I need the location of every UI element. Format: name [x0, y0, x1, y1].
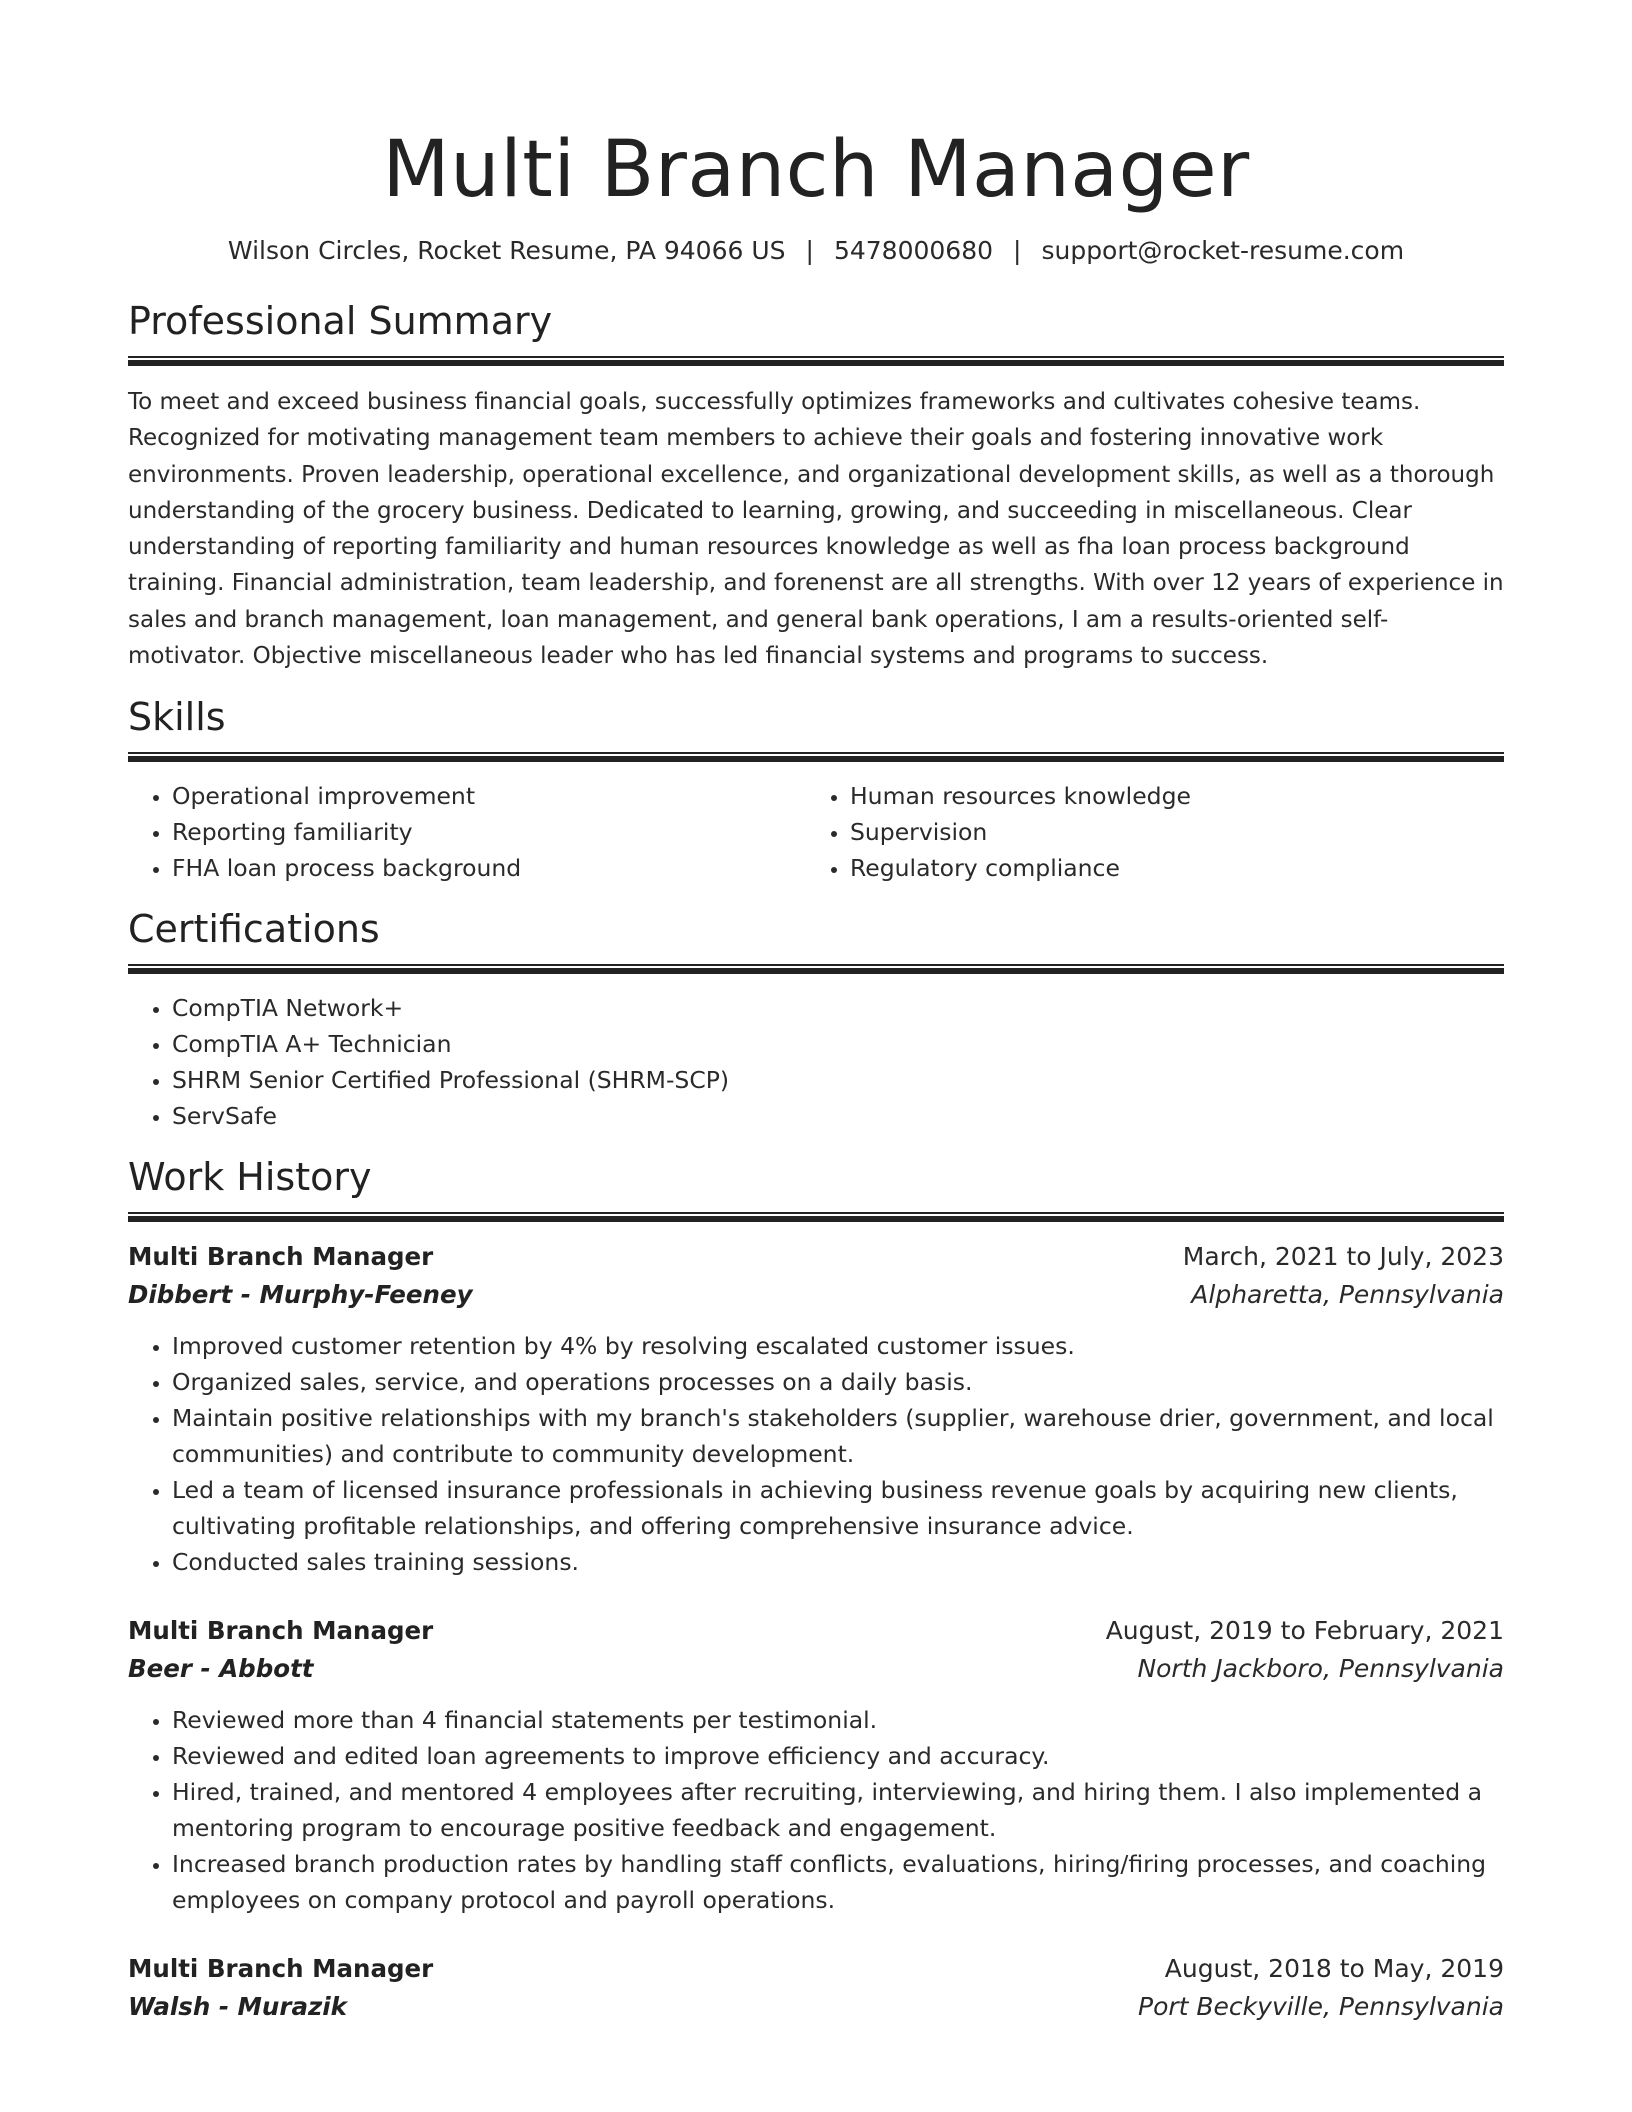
job-bullet: • Reviewed and edited loan agreements to improve efficiency and accuracy. [172, 1738, 1504, 1774]
job-bullets [128, 1702, 1504, 1918]
skill-item: • Human resources knowledge [850, 778, 1484, 814]
job-bullets [128, 1328, 1504, 1580]
section-divider [128, 964, 1504, 974]
job-bullet: • Led a team of licensed insurance professionals in achieving business revenue goals by acquiring new clients, cultivating profitable relationships, and offering comprehensive insurance advice. [172, 1472, 1504, 1544]
job-company: Dibbert - Murphy-Feeney [128, 1280, 473, 1310]
job-dates: August, 2019 to February, 2021 [1105, 1616, 1504, 1646]
job-bullet: • Maintain positive relationships with my branch's stakeholders (supplier, warehouse drier, government, and local communities) and contribute to community development. [172, 1400, 1504, 1472]
job-entry [128, 1612, 1504, 1918]
certifications-heading: Certifications [128, 907, 380, 952]
certifications-list [128, 990, 1504, 1134]
job-dates: August, 2018 to May, 2019 [1164, 1954, 1504, 1984]
contact-phone: 5478000680 [833, 236, 994, 265]
contact-separator: | [1013, 236, 1022, 265]
job-location: Port Beckyville, Pennsylvania [1138, 1992, 1504, 2022]
certification-item: • CompTIA A+ Technician [172, 1026, 1504, 1062]
skills-section [128, 694, 1504, 886]
skills-columns [128, 778, 1504, 886]
work-history-heading: Work History [128, 1155, 372, 1200]
certification-item: • ServSafe [172, 1098, 1504, 1134]
certification-item: • CompTIA Network+ [172, 990, 1504, 1026]
skill-item: • Regulatory compliance [850, 850, 1484, 886]
certification-item: • SHRM Senior Certified Professional (SHRM-SCP) [172, 1062, 1504, 1098]
job-title: Multi Branch Manager [128, 1954, 434, 1984]
job-bullet: • Hired, trained, and mentored 4 employees after recruiting, interviewing, and hiring them. I also implemented a mentoring program to encourage positive feedback and engagement. [172, 1774, 1504, 1846]
resume-page [128, 0, 1504, 2026]
summary-text: To meet and exceed business financial goals, successfully optimizes frameworks and cultivates cohesive teams. Recognized for motivating management team members to achieve their goals and fostering innovative work environments. Proven leadership, operational excellence, and organizational development skills, as well as a thorough understanding of the grocery business. Dedicated to learning, growing, and succeeding in miscellaneous. Clear understanding of reporting familiarity and human resources knowledge as well as fha loan process background training. Financial administration, team leadership, and forenenst are all strengths. With over 12 years of experience in sales and branch management, loan management, and general bank operations, I am a results-oriented self-motivator. Objective miscellaneous leader who has led financial systems and programs to success. [128, 389, 1504, 670]
job-location: North Jackboro, Pennsylvania [1137, 1654, 1504, 1684]
skills-list-left [128, 778, 806, 886]
job-company-row [128, 1650, 1504, 1688]
contact-line [128, 234, 1504, 268]
job-bullet: • Organized sales, service, and operations processes on a daily basis. [172, 1364, 1504, 1400]
job-company: Walsh - Murazik [128, 1992, 347, 2022]
contact-email: support@rocket-resume.com [1041, 236, 1405, 265]
job-title: Multi Branch Manager [128, 1242, 434, 1272]
skills-heading: Skills [128, 695, 226, 740]
job-entry [128, 1950, 1504, 2026]
job-company-row [128, 1988, 1504, 2026]
job-company-row [128, 1276, 1504, 1314]
job-bullet: • Reviewed more than 4 financial statements per testimonial. [172, 1702, 1504, 1738]
section-divider [128, 752, 1504, 762]
job-header-row [128, 1950, 1504, 1988]
job-title: Multi Branch Manager [128, 1616, 434, 1646]
job-bullet: • Increased branch production rates by handling staff conflicts, evaluations, hiring/firing processes, and coaching employees on company protocol and payroll operations. [172, 1846, 1504, 1918]
page-title: Multi Branch Manager [382, 125, 1250, 215]
contact-separator: | [805, 236, 814, 265]
contact-address: Wilson Circles, Rocket Resume, PA 94066 US [227, 236, 786, 265]
summary-heading: Professional Summary [128, 299, 553, 343]
certifications-section [128, 906, 1504, 1134]
skills-list-right [806, 778, 1484, 886]
job-bullet: • Improved customer retention by 4% by resolving escalated customer issues. [172, 1328, 1504, 1364]
job-entry [128, 1238, 1504, 1580]
section-divider [128, 356, 1504, 366]
skill-item: • FHA loan process background [172, 850, 806, 886]
skill-item: • Operational improvement [172, 778, 806, 814]
skill-item: • Supervision [850, 814, 1484, 850]
job-bullet: • Conducted sales training sessions. [172, 1544, 1504, 1580]
skill-item: • Reporting familiarity [172, 814, 806, 850]
job-company: Beer - Abbott [128, 1654, 314, 1684]
job-header-row [128, 1238, 1504, 1276]
job-header-row [128, 1612, 1504, 1650]
job-location: Alpharetta, Pennsylvania [1191, 1280, 1504, 1310]
job-dates: March, 2021 to July, 2023 [1182, 1242, 1504, 1272]
summary-section [128, 298, 1504, 674]
work-history-section [128, 1154, 1504, 2026]
section-divider [128, 1212, 1504, 1222]
